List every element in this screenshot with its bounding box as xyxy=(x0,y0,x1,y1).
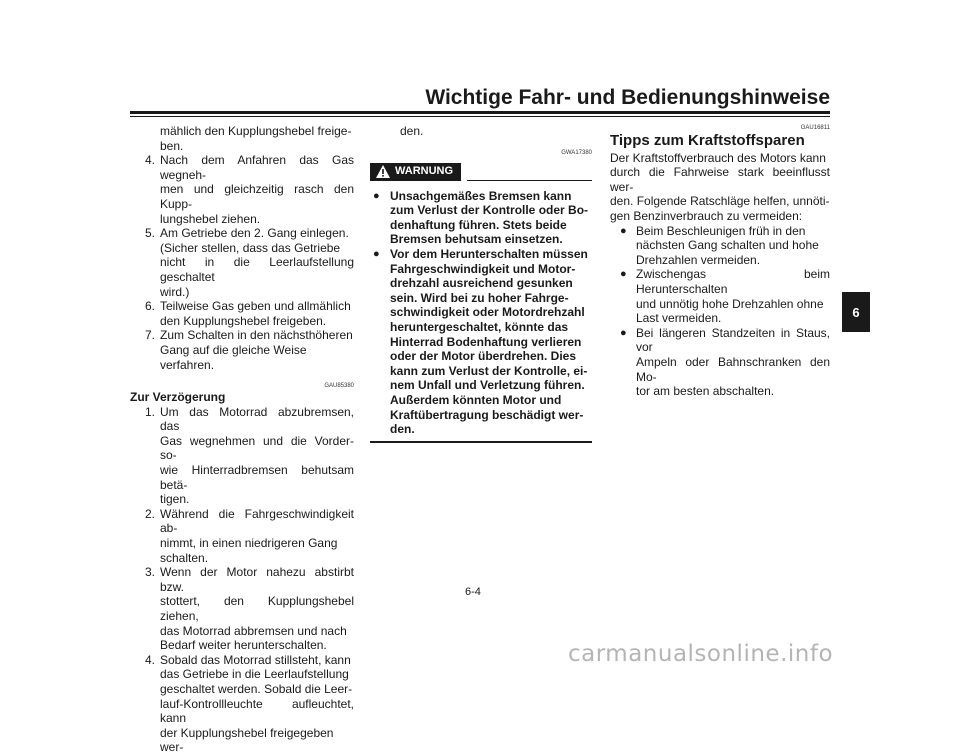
bullet-text: Unsachgemäßes Bremsen kann zum Verlust der Kontrolle oder Bo- denhaftung führen. Stets beide Bremsen behutsam einsetzen. xyxy=(390,188,589,247)
continued-text: mählich den Kupplungshebel freige- ben. xyxy=(160,124,352,153)
step-text: Während die Fahrgeschwindigkeit ab- nimmt, in einen niedrigeren Gang schalten. xyxy=(160,506,354,565)
step-item xyxy=(130,565,354,653)
step-text: Teilweise Gas geben und allmählich den Kupplungshebel freigeben. xyxy=(160,299,351,328)
warning-bottom-rule xyxy=(370,441,592,443)
tips-list xyxy=(610,224,830,399)
accel-steps xyxy=(130,153,354,372)
step-item xyxy=(130,299,354,328)
step-item xyxy=(130,653,354,755)
bullet-text: Bei längeren Standzeiten in Staus, vor Ampeln oder Bahnschranken den Mo- tor am besten abschalten. xyxy=(636,325,830,399)
tip-item xyxy=(610,224,830,268)
step-text: Nach dem Anfahren das Gas wegneh- men und gleichzeitig rasch den Kupp- lungshebel ziehen. xyxy=(160,153,354,226)
warning-item xyxy=(370,189,592,247)
warning-header xyxy=(370,163,592,181)
step-number: 5. xyxy=(145,226,156,241)
bullet-text: Vor dem Herunterschalten müssen Fahrgeschwindigkeit und Motor- drehzahl ausreichend gesunken sein. Wird bei zu hoher Fahrge- schwindigkeit oder Motordrehzahl heruntergeschaltet, könnte das Hinterrad Bodenhaftung verlieren oder der Motor überdrehen. Dies kann zum Verlust der Kontrolle, ei- nem Unfall und Verletzung führen. Außerdem könnten Motor und Kraftübertragung beschädigt wer- den. xyxy=(390,246,588,437)
intro-paragraph: Der Kraftstoffverbrauch des Motors kann durch die Fahrweise stark beeinflusst wer- den. Folgende Ratschläge helfen, unnöti- gen Benzinverbrauch zu vermeiden: xyxy=(610,150,830,223)
bullet-icon: ● xyxy=(620,224,627,237)
step-number: 4. xyxy=(145,153,156,168)
bullet-text: Zwischengas beim Herunterschalten und unnötig hohe Drehzahlen ohne Last vermeiden. xyxy=(636,267,830,326)
warning-badge xyxy=(370,163,461,181)
step-item xyxy=(130,153,354,226)
section-code: GAU16811 xyxy=(800,125,830,131)
step-text: Wenn der Motor nahezu abstirbt bzw. stottert, den Kupplungshebel ziehen, das Motorrad abbremsen und nach Bedarf weiter herunterschalten. xyxy=(160,565,354,653)
step-item xyxy=(130,405,354,507)
header-rule-thin xyxy=(130,116,830,117)
bullet-icon: ● xyxy=(373,247,380,260)
watermark-logo: carmanualsonline.info xyxy=(568,641,834,667)
section-code: GAU85380 xyxy=(324,383,354,390)
bullet-icon: ● xyxy=(373,189,380,202)
tip-item xyxy=(610,267,830,325)
step-item xyxy=(130,226,354,299)
header-rule-thick xyxy=(130,111,830,114)
bullet-text: Beim Beschleunigen früh in den nächsten Gang schalten und hohe Drehzahlen vermeiden. xyxy=(636,223,819,267)
step-text: Zum Schalten in den nächsthöheren Gang auf die gleiche Weise verfahren. xyxy=(160,328,353,372)
page-header-title: Wichtige Fahr- und Bedienungshinweise xyxy=(425,86,830,109)
left-column xyxy=(130,124,354,755)
warning-list xyxy=(370,189,592,437)
step-number: 6. xyxy=(145,299,156,314)
tip-item xyxy=(610,326,830,399)
warning-rule xyxy=(467,180,592,181)
subheading-verzoegerung: Zur Verzögerung xyxy=(130,390,226,405)
warning-label: WARNUNG xyxy=(395,165,454,178)
step-number: 7. xyxy=(145,328,156,343)
step-text: Am Getriebe den 2. Gang einlegen. (Sicher stellen, dass das Getriebe nicht in die Leerlaufstellung geschaltet wird.) xyxy=(160,226,354,299)
section-heading: Tipps zum Kraftstoffsparen xyxy=(610,132,805,149)
right-column xyxy=(610,124,830,399)
step-number: 2. xyxy=(145,506,156,521)
continued-text: den. xyxy=(400,124,424,138)
step-item xyxy=(130,507,354,565)
step-item xyxy=(130,328,354,372)
bullet-icon: ● xyxy=(620,268,627,281)
warning-code: GWA17380 xyxy=(561,149,592,156)
bullet-icon: ● xyxy=(620,326,627,339)
page-number: 6-4 xyxy=(465,586,481,598)
step-number: 4. xyxy=(145,652,156,667)
decel-steps xyxy=(130,405,354,755)
step-text: Sobald das Motorrad stillsteht, kann das Getriebe in die Leerlaufstellung geschaltet werden. Sobald die Leer- lauf-Kontrollleuchte aufleuchtet, kann der Kupplungshebel freigegeben wer- xyxy=(160,652,354,755)
warning-item xyxy=(370,247,592,437)
step-number: 1. xyxy=(145,404,156,419)
middle-column xyxy=(370,124,592,443)
step-number: 3. xyxy=(145,565,156,580)
chapter-tab[interactable]: 6 xyxy=(842,292,870,332)
step-text: Um das Motorrad abzubremsen, das Gas wegnehmen und die Vorder- so- wie Hinterradbremsen behutsam betä- tigen. xyxy=(160,404,354,507)
warning-triangle-icon xyxy=(376,165,390,178)
